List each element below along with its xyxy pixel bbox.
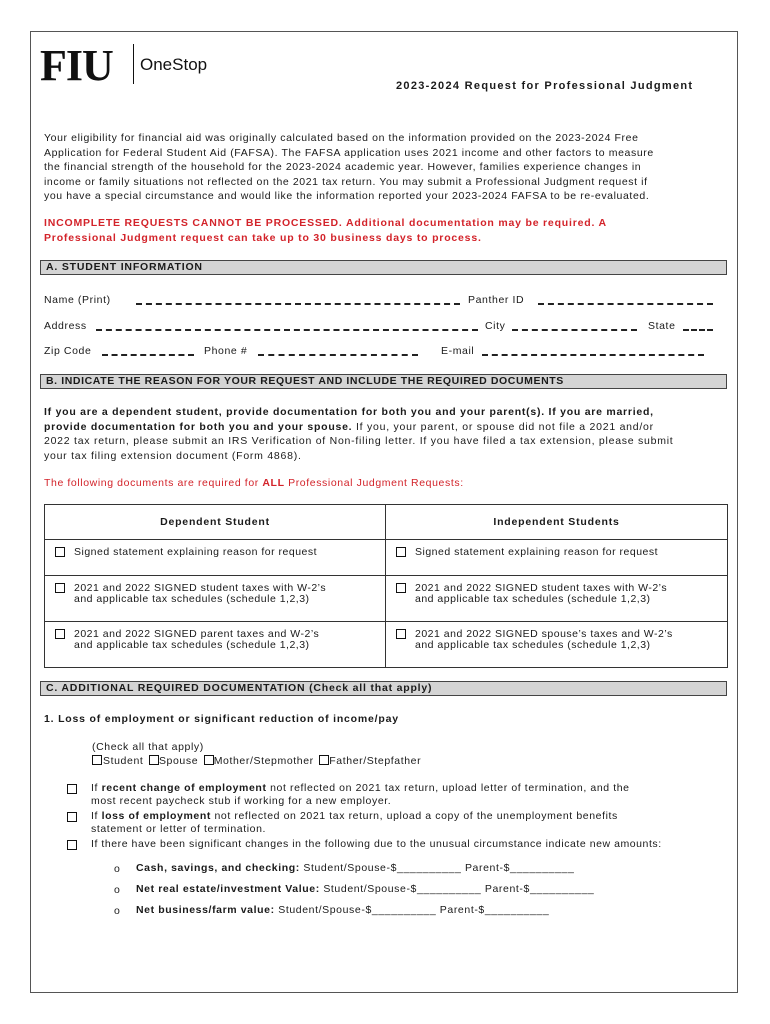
- table-cell: [45, 576, 386, 622]
- table-cell: [45, 540, 386, 576]
- bullet-text: If: [91, 810, 102, 822]
- sub-bullet-bold: Net business/farm value:: [136, 904, 275, 916]
- section-c-header: C. ADDITIONAL REQUIRED DOCUMENTATION (Check all that apply): [40, 681, 727, 696]
- cell-text: 2021 and 2022 SIGNED parent taxes and W-2’s: [74, 628, 320, 640]
- email-label: E-mail: [441, 345, 475, 357]
- checkbox[interactable]: [55, 547, 65, 557]
- cell-text: Signed statement explaining reason for request: [74, 546, 318, 558]
- checkbox[interactable]: [396, 629, 406, 639]
- cell-text: and applicable tax schedules (schedule 1,2,3): [74, 593, 310, 605]
- sub-bullet-text: Student/Spouse-$__________ Parent-$__________: [299, 862, 575, 874]
- bullet-line: [91, 782, 630, 795]
- relationship-options: [92, 754, 421, 769]
- state-label: State: [648, 320, 676, 332]
- cash-savings-line: [136, 861, 574, 876]
- check-all-note: (Check all that apply): [92, 741, 204, 753]
- option-label: Father/Stepfather: [329, 755, 422, 767]
- instruction-line: 2022 tax return, please submit an IRS Verification of Non-filing letter. If you have filed a tax extension, please submit: [44, 435, 674, 447]
- address-label: Address: [44, 320, 87, 332]
- cell-text: and applicable tax schedules (schedule 1,2,3): [415, 593, 651, 605]
- instruction-line: If you are a dependent student, provide documentation for both you and your parent(s). If you are married,: [44, 406, 654, 418]
- table-cell: [386, 540, 728, 576]
- loss-employment-text: [91, 810, 618, 836]
- checkbox-mother[interactable]: [204, 755, 214, 765]
- panther-id-label: Panther ID: [468, 294, 525, 306]
- sub-bullet-text: Student/Spouse-$__________ Parent-$__________: [319, 883, 595, 895]
- checkbox[interactable]: [396, 547, 406, 557]
- panther-id-field[interactable]: [538, 303, 713, 305]
- address-field[interactable]: [96, 329, 478, 331]
- phone-label: Phone #: [204, 345, 248, 357]
- phone-field[interactable]: [258, 354, 418, 356]
- intro-line: Application for Federal Student Aid (FAFSA). The FAFSA application uses 2021 income and other factors to measure: [44, 146, 654, 159]
- table-cell: [45, 622, 386, 668]
- city-field[interactable]: [512, 329, 637, 331]
- bullet-line: most recent paycheck stub if working for a new employer.: [91, 795, 392, 807]
- warning-line: INCOMPLETE REQUESTS CANNOT BE PROCESSED. Additional documentation may be required. A: [44, 217, 607, 229]
- sub-bullet-marker: o: [114, 863, 121, 875]
- required-note-text: Professional Judgment Requests:: [284, 477, 464, 489]
- checkbox[interactable]: [396, 583, 406, 593]
- instruction-line: your tax filing extension document (Form 4868).: [44, 449, 302, 462]
- independent-header: Independent Students: [386, 505, 728, 540]
- sub-bullet-marker: o: [114, 884, 121, 896]
- instruction-text: If you, your parent, or spouse did not file a 2021 and/or: [352, 420, 654, 433]
- name-field[interactable]: [136, 303, 460, 305]
- instruction-bold: provide documentation for both you and your spouse.: [44, 420, 353, 433]
- checkbox-student[interactable]: [92, 755, 102, 765]
- logo-text: FIU: [40, 44, 113, 84]
- section-b-instructions: [44, 405, 673, 463]
- cell-text: 2021 and 2022 SIGNED student taxes with W-2’s: [415, 582, 668, 594]
- intro-line: you have a special circumstance and would like the information reported your 2023-2024 FAFSA to be re-evaluated.: [44, 190, 650, 202]
- sub-bullet-text: Student/Spouse-$__________ Parent-$__________: [274, 904, 550, 916]
- bullet-text: not reflected on 2021 tax return, upload a copy of the unemployment benefits: [210, 810, 618, 822]
- email-field[interactable]: [482, 354, 704, 356]
- section-b-header: B. INDICATE THE REASON FOR YOUR REQUEST AND INCLUDE THE REQUIRED DOCUMENTS: [40, 374, 727, 389]
- item-1-title: 1. Loss of employment or significant reduction of income/pay: [44, 713, 399, 725]
- logo-divider: [133, 44, 134, 84]
- intro-line: Your eligibility for financial aid was originally calculated based on the information provided on the 2023-2024 Free: [44, 132, 639, 144]
- bullet-text: not reflected on 2021 tax return, upload letter of termination, and the: [266, 782, 630, 794]
- cell-text: 2021 and 2022 SIGNED student taxes with W-2’s: [74, 582, 327, 594]
- option-label: Student: [103, 755, 144, 767]
- intro-line: the financial strength of the household for the 2023-2024 academic year. However, families experience changes in: [44, 161, 642, 173]
- sub-bullet-bold: Cash, savings, and checking:: [136, 862, 300, 874]
- change-employment-text: [91, 782, 630, 808]
- required-docs-note: [44, 476, 464, 491]
- dependent-header: Dependent Student: [45, 505, 386, 540]
- instruction-line: [44, 420, 673, 435]
- real-estate-line: [136, 882, 594, 897]
- checkbox-loss-employment[interactable]: [67, 812, 77, 822]
- table-cell: [386, 576, 728, 622]
- warning-line: Professional Judgment request can take up to 30 business days to process.: [44, 231, 482, 244]
- page-title: 2023-2024 Request for Professional Judgment: [396, 80, 694, 92]
- fiu-logo-graphic: [40, 44, 126, 84]
- cell-text: Signed statement explaining reason for request: [415, 546, 659, 558]
- cell-text: and applicable tax schedules (schedule 1,2,3): [415, 639, 651, 651]
- table-row: [45, 540, 728, 576]
- checkbox-father[interactable]: [319, 755, 329, 765]
- fiu-logo: [40, 44, 126, 84]
- table-cell: [386, 622, 728, 668]
- city-label: City: [485, 320, 506, 332]
- brand-name: OneStop: [140, 55, 208, 74]
- state-field[interactable]: [683, 329, 713, 331]
- option-label: Spouse: [158, 755, 199, 767]
- checkbox-change-employment[interactable]: [67, 784, 77, 794]
- significant-changes-text: If there have been significant changes in the following due to the unusual circumstance indicate new amounts:: [91, 838, 662, 850]
- bullet-line: statement or letter of termination.: [91, 823, 267, 835]
- cell-text: 2021 and 2022 SIGNED spouse’s taxes and W-2’s: [415, 628, 673, 640]
- intro-paragraph: [44, 131, 654, 204]
- required-documents-table: [44, 504, 728, 668]
- bullet-bold: loss of employment: [101, 810, 211, 822]
- bullet-text: If: [91, 782, 102, 794]
- required-note-all: ALL: [262, 477, 285, 489]
- incomplete-warning: [44, 216, 607, 245]
- bullet-line: [91, 810, 618, 823]
- checkbox[interactable]: [55, 583, 65, 593]
- option-label: Mother/Stepmother: [213, 755, 314, 767]
- table-row: [45, 622, 728, 668]
- sub-bullet-bold: Net real estate/investment Value:: [136, 883, 320, 895]
- section-a-header: A. STUDENT INFORMATION: [40, 260, 727, 275]
- checkbox-spouse[interactable]: [149, 755, 159, 765]
- business-farm-line: [136, 903, 549, 918]
- table-row: [45, 576, 728, 622]
- cell-text: and applicable tax schedules (schedule 1,2,3): [74, 639, 310, 651]
- zip-field[interactable]: [102, 354, 194, 356]
- checkbox-significant-changes[interactable]: [67, 840, 77, 850]
- intro-line: income or family situations not reflected on the 2021 tax return. You may submit a Professional Judgment request if: [44, 175, 648, 188]
- name-label: Name (Print): [44, 294, 111, 306]
- table-header-row: [45, 505, 728, 540]
- zip-label: Zip Code: [44, 345, 92, 357]
- required-note-text: The following documents are required for: [44, 477, 263, 489]
- checkbox[interactable]: [55, 629, 65, 639]
- sub-bullet-marker: o: [114, 905, 121, 917]
- bullet-bold: recent change of employment: [101, 782, 267, 794]
